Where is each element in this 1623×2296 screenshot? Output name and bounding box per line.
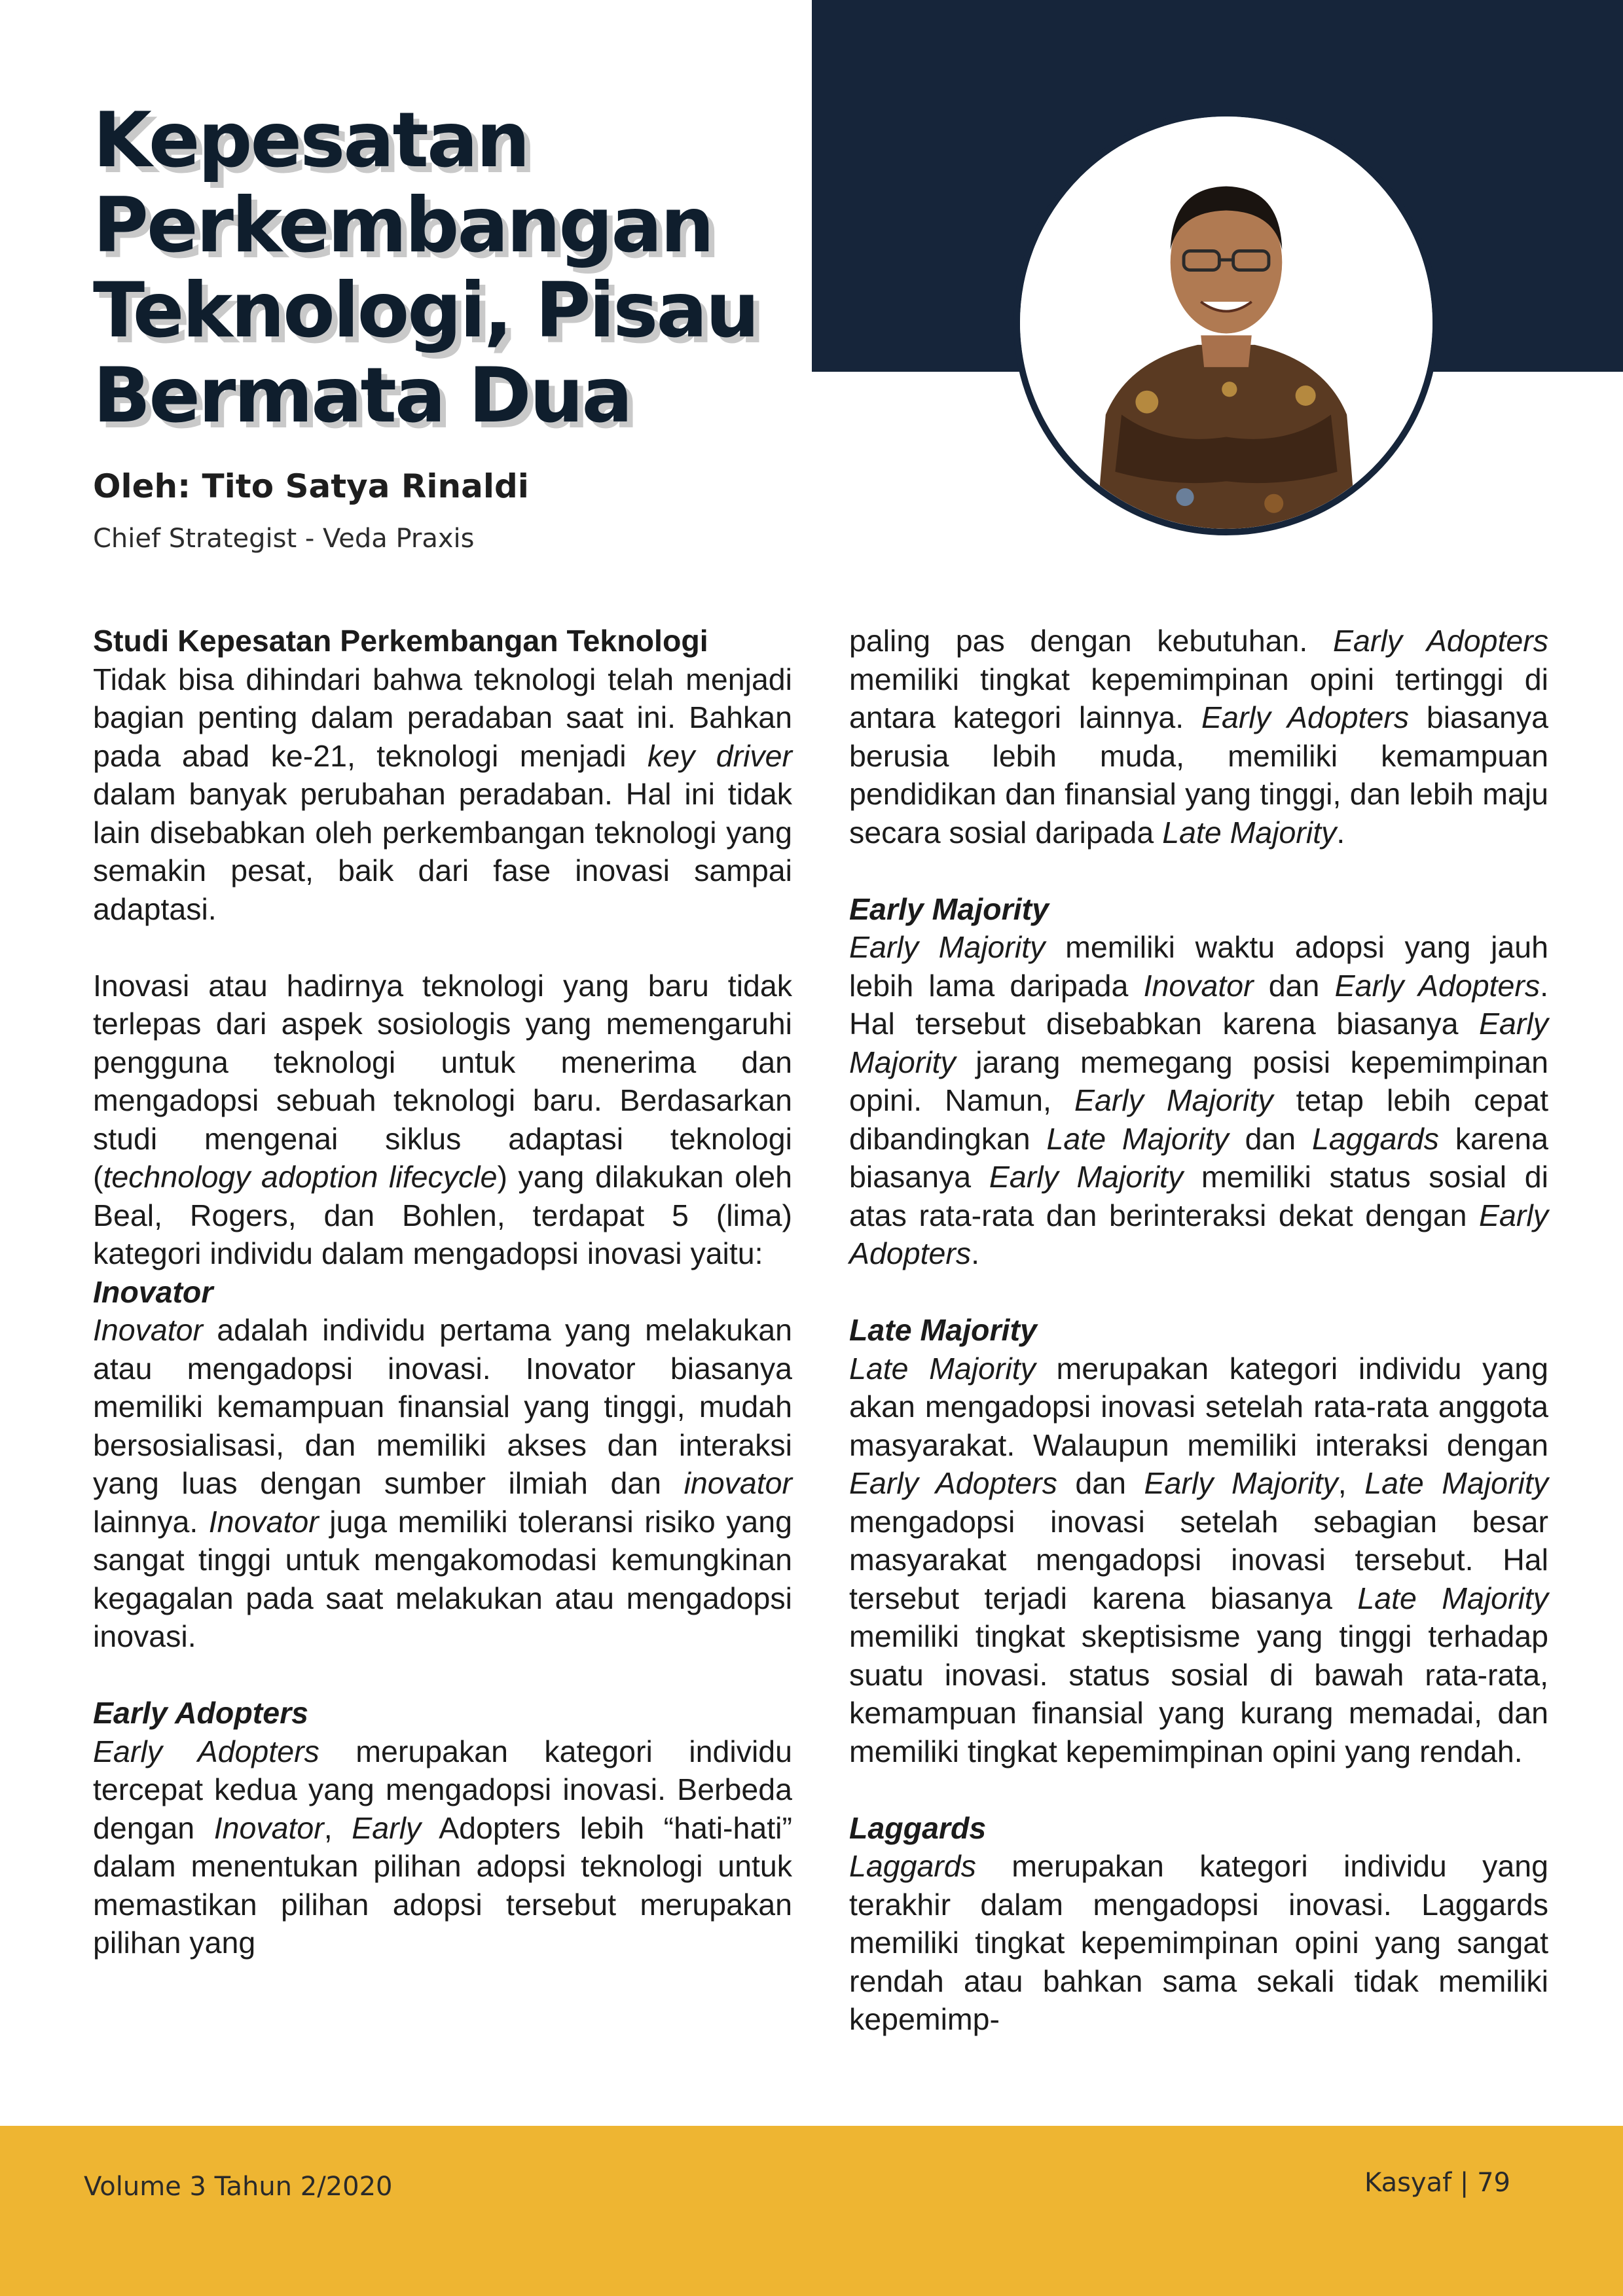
- paragraph-late-majority: Late Majority merupakan kategori individu yang akan mengadopsi inovasi setelah rata-rata anggota masyarakat. Walaupun memiliki interaksi dengan Early Adopters dan Early Majority, Late Majority mengadopsi inovasi setelah sebagian besar masyarakat mengadopsi inovasi tersebut. Hal tersebut terjadi karena biasanya Late Majority memiliki tingkat skeptisisme yang tinggi terhadap suatu inovasi. status sosial di bawah rata-rata, kemampuan finansial yang kurang memadai, dan memiliki tingkat kepemimpinan opini yang rendah.: [849, 1351, 1549, 1768]
- paragraph-early-adopters-continued: paling pas dengan kebutuhan. Early Adopters memiliki tingkat kepemimpinan opini tertinggi di antara kategori lainnya. Early Adopters biasanya berusia lebih muda, memiliki kemampuan pendidikan dan finansial yang tinggi, dan lebih maju secara sosial daripada Late Majority.: [849, 624, 1548, 850]
- paragraph-early-adopters: Early Adopters merupakan kategori individu tercepat kedua yang mengadopsi inovasi. Berbeda dengan Inovator, Early Adopters lebih “hati-hati” dalam menentukan pilihan adopsi teknologi untuk memastikan pilihan adopsi tersebut merupakan pilihan yang: [93, 1734, 792, 1960]
- paragraph-inovator: Inovator adalah individu pertama yang melakukan atau mengadopsi inovasi. Inovator biasanya memiliki kemampuan finansial yang tinggi, mudah bersosialisasi, dan memiliki akses dan interaksi yang luas dengan sumber ilmiah dan inovator lainnya. Inovator juga memiliki toleransi risiko yang sangat tinggi untuk mengakomodasi kemungkinan kegagalan pada saat melakukan atau mengadopsi inovasi.: [93, 1313, 793, 1653]
- author-role: Chief Strategist - Veda Praxis: [93, 524, 475, 554]
- title-line: Kepesatan: [93, 96, 528, 185]
- author-byline: Oleh: Tito Satya Rinaldi: [93, 467, 529, 505]
- author-portrait: [1013, 110, 1439, 535]
- paragraph-laggards: Laggards merupakan kategori individu yang terakhir dalam mengadopsi inovasi. Laggards memiliki tingkat kepemimpinan opini yang sangat rendah atau bahkan sama sekali tidak memiliki kepemimp-: [849, 1849, 1548, 2036]
- title-line: Perkembangan: [93, 181, 713, 270]
- title-line: Teknologi, Pisau: [93, 266, 758, 355]
- paragraph-intro: Tidak bisa dihindari bahwa teknologi telah menjadi bagian penting dalam peradaban saat ini. Bahkan pada abad ke-21, teknologi menjadi key driver dalam banyak perubahan peradaban. Hal ini tidak lain disebabkan oleh perkembangan teknologi yang semakin pesat, baik dari fase inovasi sampai adaptasi.: [93, 662, 792, 926]
- subheading-laggards: Laggards: [849, 1810, 987, 1845]
- title-line: Bermata Dua: [93, 351, 631, 440]
- paragraph-early-majority: Early Majority memiliki waktu adopsi yang jauh lebih lama daripada Inovator dan Early Adopters. Hal tersebut disebabkan karena biasanya Early Majority jarang memegang posisi kepemimpinan opini. Namun, Early Majority tetap lebih cepat dibandingkan Late Majority dan Laggards karena biasanya Early Majority memiliki status sosial di atas rata-rata dan berinteraksi dekat dengan Early Adopters.: [849, 930, 1549, 1270]
- author-portrait-icon: [1020, 117, 1432, 529]
- subheading-late-majority: Late Majority: [849, 1313, 1037, 1347]
- subheading-early-majority: Early Majority: [849, 891, 1049, 926]
- footer-page-number: Kasyaf | 79: [1364, 2168, 1510, 2198]
- subheading-inovator: Inovator: [93, 1274, 213, 1309]
- left-column: [93, 622, 792, 1962]
- article-title: [93, 98, 800, 439]
- footer-volume: Volume 3 Tahun 2/2020: [84, 2172, 393, 2202]
- paragraph-adoption: Inovasi atau hadirnya teknologi yang baru tidak terlepas dari aspek sosiologis yang memengaruhi pengguna teknologi untuk menerima dan mengadopsi sebuah teknologi baru. Berdasarkan studi mengenai siklus adaptasi teknologi (technology adoption lifecycle) yang dilakukan oleh Beal, Rogers, dan Bohlen, terdapat 5 (lima) kategori individu dalam mengadopsi inovasi yaitu:: [93, 968, 792, 1270]
- right-column: [849, 622, 1548, 2039]
- page-footer: [0, 2126, 1623, 2296]
- subheading-early-adopters: Early Adopters: [93, 1696, 309, 1730]
- section-heading: Studi Kepesatan Perkembangan Teknologi: [93, 624, 708, 658]
